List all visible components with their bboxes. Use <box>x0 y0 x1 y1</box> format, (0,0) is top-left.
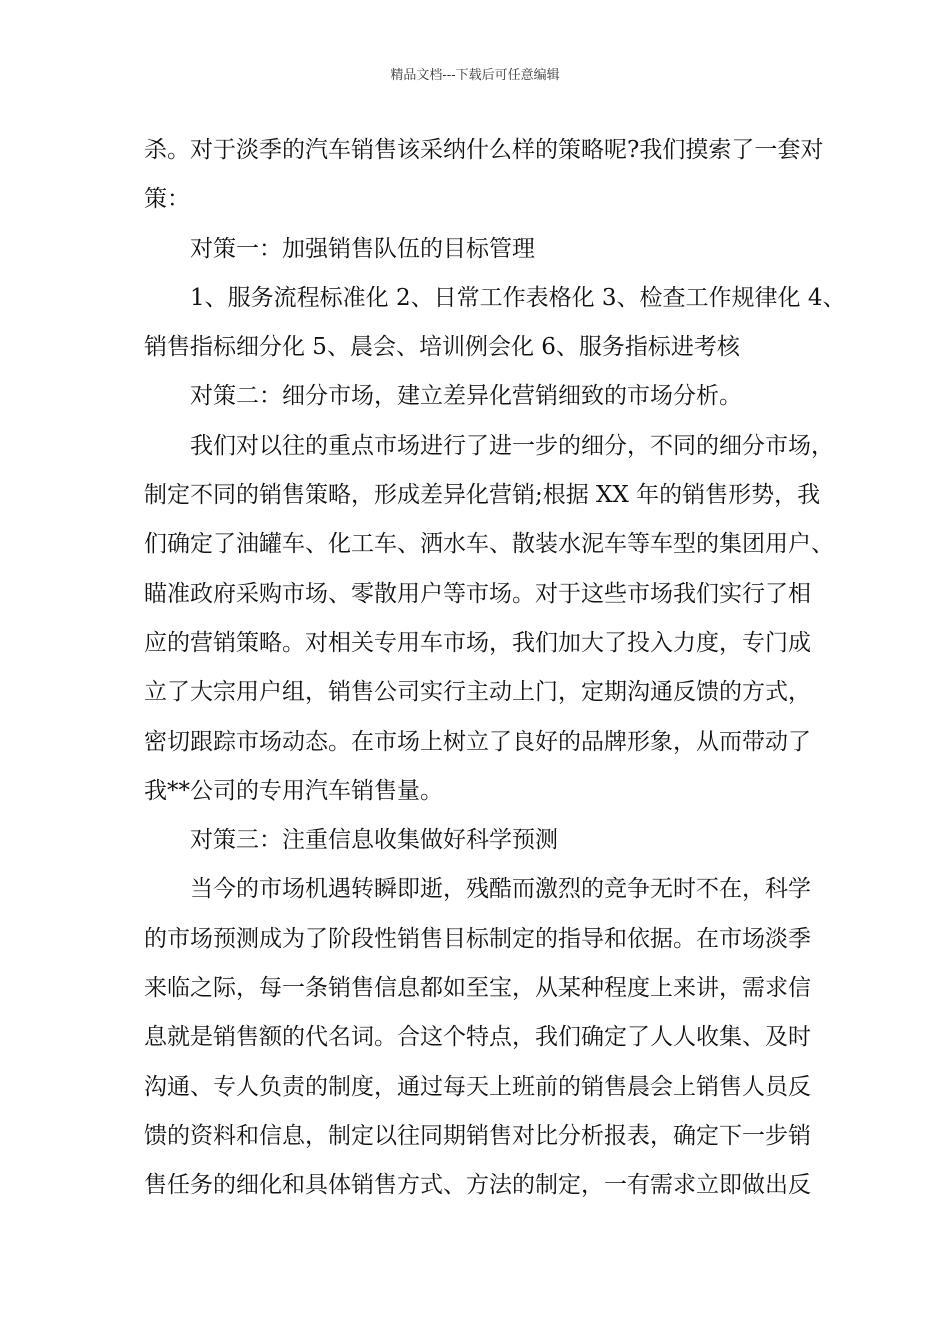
body-line: 们确定了油罐车、化工车、洒水车、散装水泥车等车型的集团用户、 <box>144 531 834 558</box>
body-line: 我**公司的专用汽车销售量。 <box>144 777 443 804</box>
body-line: 当今的市场机遇转瞬即逝，残酷而激烈的竞争无时不在，科学 <box>190 876 811 903</box>
section-heading: 对策一：加强销售队伍的目标管理 <box>190 235 535 262</box>
body-line: 售任务的细化和具体销售方式、方法的制定，一有需求立即做出反 <box>144 1172 811 1199</box>
body-line: 杀。对于淡季的汽车销售该采纳什么样的策略呢?我们摸索了一套对 <box>144 137 824 163</box>
body-line: 息就是销售额的代名词。合这个特点，我们确定了人人收集、及时 <box>144 1024 811 1051</box>
body-line: 制定不同的销售策略，形成差异化营销;根据 XX 年的销售形势，我 <box>144 482 821 509</box>
body-line: 我们对以往的重点市场进行了进一步的细分，不同的细分市场， <box>190 432 834 459</box>
body-line: 来临之际，每一条销售信息都如至宝，从某种程度上来讲，需求信 <box>144 975 811 1002</box>
section-heading: 对策二：细分市场，建立差异化营销细致的市场分析。 <box>190 383 742 410</box>
body-line: 瞄准政府采购市场、零散用户等市场。对于这些市场我们实行了相 <box>144 580 811 607</box>
body-line: 馈的资料和信息，制定以往同期销售对比分析报表，确定下一步销 <box>144 1122 811 1149</box>
body-line: 密切跟踪市场动态。在市场上树立了良好的品牌形象，从而带动了 <box>144 728 811 755</box>
section-heading: 对策三：注重信息收集做好科学预测 <box>190 827 558 854</box>
body-line: 1、服务流程标准化 2、日常工作表格化 3、检查工作规律化 4、 <box>190 284 846 311</box>
body-line: 的市场预测成为了阶段性销售目标制定的指导和依据。在市场淡季 <box>144 925 811 952</box>
body-line: 策： <box>144 186 190 213</box>
body-line: 立了大宗用户组，销售公司实行主动上门，定期沟通反馈的方式， <box>144 679 811 706</box>
page-header: 精品文档---下载后可任意编辑 <box>390 68 560 83</box>
document-body <box>144 126 846 1211</box>
body-line: 销售指标细分化 5、晨会、培训例会化 6、服务指标进考核 <box>144 334 740 361</box>
body-line: 沟通、专人负责的制度，通过每天上班前的销售晨会上销售人员反 <box>144 1073 811 1100</box>
body-line: 应的营销策略。对相关专用车市场，我们加大了投入力度，专门成 <box>144 629 811 656</box>
